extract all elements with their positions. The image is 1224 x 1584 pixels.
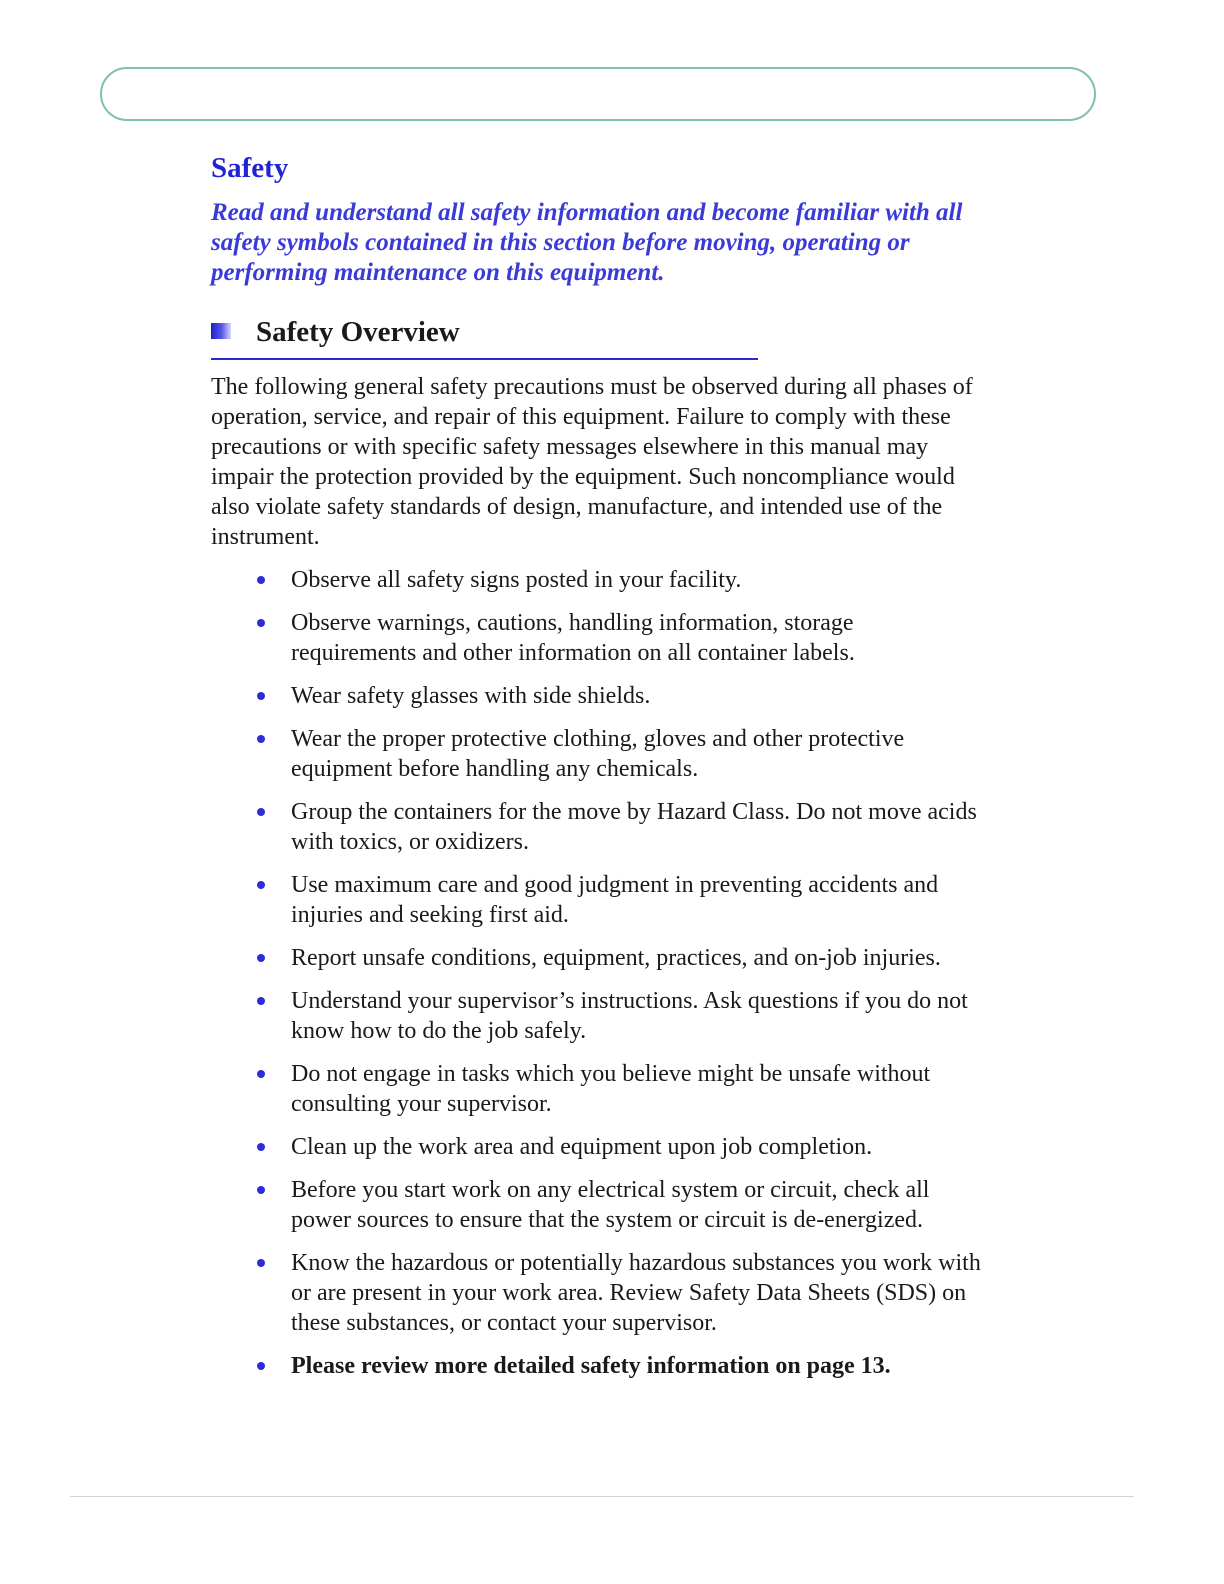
document-content: [211, 150, 991, 1394]
bullet-icon: [257, 1143, 265, 1151]
footer-divider: [70, 1496, 1134, 1497]
intro-paragraph: Read and understand all safety information and become familiar with all safety symbols contained in this section before moving, operating or performing maintenance on this equipment.: [211, 198, 963, 286]
list-item: Use maximum care and good judgment in preventing accidents and injuries and seeking first aid.: [291, 870, 991, 930]
bullet-icon: [257, 1362, 265, 1370]
overview-paragraph: The following general safety precautions must be observed during all phases of operation, service, and repair of this equipment. Failure to comply with these precautions or with specific safety messages elsewhere in this manual may impair the protection provided by the equipment. Such noncompliance would also violate safety standards of design, manufacture, and intended use of the instrument.: [211, 373, 973, 550]
bullet-icon: [257, 954, 265, 962]
bullet-icon: [257, 692, 265, 700]
page-header-frame: [100, 67, 1096, 121]
list-item: Observe all safety signs posted in your facility.: [291, 565, 991, 595]
bullet-icon: [257, 619, 265, 627]
bullet-icon: [257, 1070, 265, 1078]
bullet-icon: [257, 997, 265, 1005]
list-item: Group the containers for the move by Hazard Class. Do not move acids with toxics, or oxidizers.: [291, 797, 991, 857]
bullet-icon: [257, 881, 265, 889]
bullet-icon: [257, 576, 265, 584]
list-item-page-reference: Please review more detailed safety information on page 13.: [291, 1351, 991, 1381]
section-title: Safety Overview: [256, 315, 460, 348]
safety-precautions-list: [211, 565, 991, 1381]
list-item: Know the hazardous or potentially hazardous substances you work with or are present in your work area. Review Safety Data Sheets (SDS) on these substances, or contact your supervisor.: [291, 1248, 991, 1338]
page-title: Safety: [211, 152, 289, 184]
list-item: Before you start work on any electrical system or circuit, check all power sources to ensure that the system or circuit is de-energized.: [291, 1175, 991, 1235]
section-square-icon: [211, 323, 231, 339]
bullet-icon: [257, 1259, 265, 1267]
list-item: Report unsafe conditions, equipment, practices, and on-job injuries.: [291, 943, 991, 973]
bullet-icon: [257, 808, 265, 816]
list-item: Do not engage in tasks which you believe might be unsafe without consulting your supervisor.: [291, 1059, 991, 1119]
list-item: Observe warnings, cautions, handling information, storage requirements and other information on all container labels.: [291, 608, 991, 668]
section-heading: [211, 314, 758, 360]
list-item: Wear safety glasses with side shields.: [291, 681, 991, 711]
list-item: Wear the proper protective clothing, gloves and other protective equipment before handling any chemicals.: [291, 724, 991, 784]
list-item: Clean up the work area and equipment upon job completion.: [291, 1132, 991, 1162]
bullet-icon: [257, 735, 265, 743]
bullet-icon: [257, 1186, 265, 1194]
list-item: Understand your supervisor’s instructions. Ask questions if you do not know how to do the job safely.: [291, 986, 991, 1046]
